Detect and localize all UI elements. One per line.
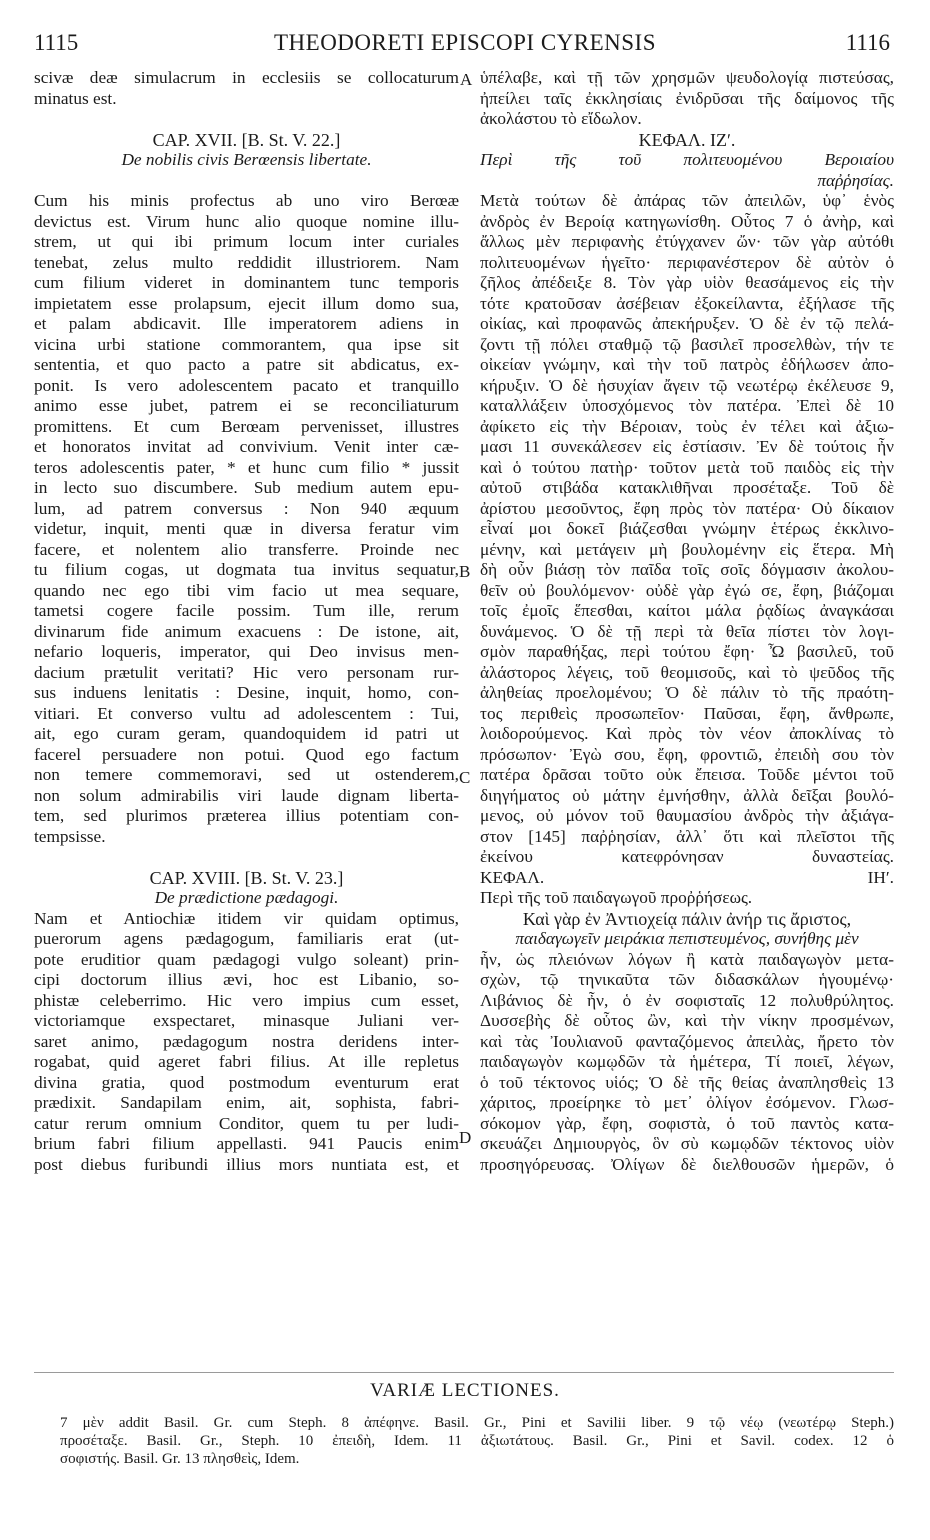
greek-text-line: λοιδορούμενος. Καὶ πρὸς τὸν νέον ἀποκλίνας τὸ — [480, 724, 894, 743]
greek-text-line: τοῖς ἐμοῖς ἕπεσθαι, καίτοι μάλα ῥᾳδίως ἀναγκάσαι — [480, 601, 894, 620]
section-marker-d: D — [459, 1128, 472, 1147]
latin-chapter-heading: CAP. XVIII. [B. St. V. 23.] — [149, 867, 344, 888]
latin-text-line: vitiari. Et converso vultu ad adolescentem : Tui, — [34, 703, 459, 723]
latin-text-line: minatus est. — [34, 88, 117, 108]
page-number-left: 1115 — [34, 30, 79, 55]
greek-text-line: σμὸν παραθήξας, περὶ τούτου ἔφη· Ὦ βασιλεῦ, τοῦ — [480, 642, 894, 661]
greek-text-line: πρόσωπον· Ἐγὼ σου, ἔφη, φροντιῶ, ἐπειδὴ σου τὸν — [480, 744, 894, 764]
greek-text-line: πολιτευομένων ἡγεῖτο· περιφανέστερον δὲ αὐτὸν ὁ — [480, 252, 894, 272]
greek-text-line: Περὶ τῆς τοῦ παιδαγωγοῦ προῤῥήσεως. — [480, 888, 753, 907]
latin-text-line: tu filium cogas, ut dogmata tua invitus sequatur, — [34, 560, 459, 579]
greek-text-line: προσηγόρευσας. Ὀλίγων δὲ διελθουσῶν ἡμερῶν, ὁ — [480, 1154, 894, 1174]
latin-text-line: ponit. Is vero adolescentem pacato et tranquillo — [34, 375, 459, 395]
greek-text-line: ἀλάστορος λέγεις, τοῦ θεομισοῦς, καὶ τὸ ψεῦδος τῆς — [480, 662, 894, 682]
section-marker-c: C — [459, 768, 471, 787]
latin-text-line: victoriamque exspectaret, minasque Juliani ver- — [34, 1011, 459, 1030]
greek-text-line: ΚΕΦΑΛ. ΙΗʹ. — [480, 867, 894, 887]
latin-column — [34, 68, 459, 1175]
greek-text-line: οἰκείαν γνώμην, καὶ τὴν τοῦ πατρὸς ἐδήλωσεν ἀπο- — [480, 355, 894, 374]
greek-text-line: θεῖν οὐ βουλόμενον· οὐδὲ γὰρ ἐγώ σε, ἔφη, βιάζομαι — [480, 580, 894, 600]
variant-note-line: 7 μὲν addit Basil. Gr. cum Steph. 8 ἀπέφηνε. Basil. Gr., Pini et Savilii liber. 9 τῷ νέῳ (νεωτέρῳ Steph.) — [60, 1415, 894, 1431]
greek-text-line: σόκομον γὰρ, ἔφη, σοφιστὰ, ὁ τοῦ παντὸς κατα- — [480, 1113, 894, 1133]
variant-note-line: προσέταξε. Basil. Gr., Steph. 10 ἐπειδὴ, Idem. 11 ἀξιωτάτους. Basil. Gr., Pini et Savil. codex. 12 ὁ — [60, 1433, 894, 1449]
greek-chapter-heading: ΚΕΦΑΛ. ΙΖʹ. — [638, 129, 736, 150]
latin-text-line: facere, et nolentem alio transferre. Proinde nec — [34, 539, 459, 559]
latin-text-line: pote eruditior quam pædagogi vulgo soleant) prin- — [34, 949, 459, 969]
latin-text-line: catur rerum omnium Conditor, quem tu per ludi- — [34, 1113, 459, 1133]
greek-text-line: στον [145] παῤῥησίαν, ἀλλ᾽ ὅτι καὶ πλεῖστοι τῆς — [480, 826, 894, 846]
greek-text-line: εἶναί μοι δοκεῖ βιάζεσθαι γνώμην ἑτέρως ἐκκλινο- — [480, 519, 894, 538]
latin-chapter-subtitle: De nobilis civis Berœensis libertate. — [121, 150, 372, 169]
notes-separator — [34, 1372, 894, 1373]
latin-text-line: animo esse jubet, patrem ei se reconciliaturum — [34, 396, 459, 415]
greek-text-line: ἀρίστου μεσοῦντος, ἔφη πρὸς τὸν πατέρα· Οὐ δίκαιον — [480, 498, 894, 518]
latin-text-line: tem, sed plurimos præterea illius potentiam con- — [34, 806, 459, 825]
latin-text-line: cum filium videret in dominantem tunc temporis — [34, 273, 459, 292]
latin-text-line: quando nec ego tibi vim facio ut mea sequare, — [34, 580, 459, 600]
latin-text-line: vicina urbi statione commorantem, qua ipse sit — [34, 334, 459, 354]
greek-chapter-heading: Καὶ γὰρ ἐν Ἀντιοχείᾳ πάλιν ἀνήρ τις ἄριστος, — [522, 908, 852, 929]
latin-text-line: Nam et Antiochiæ itidem vir quidam optimus, — [34, 908, 459, 928]
line-spacer — [34, 847, 459, 868]
greek-text-line: ἦν, ὡς πλειόνων λόγων ἢ κατὰ παιδαγωγὸν μετα- — [480, 949, 894, 969]
greek-text-line: παιδαγωγὸν κωμῳδῶν τὰ ἡμέτερα, Τί ποιεῖ, λέγων, — [480, 1052, 894, 1071]
latin-text-line: dacium prætulit veritati? Hic vero personam rur- — [34, 662, 459, 682]
latin-text-line: tenebat, zelus multo reddidit illustriorem. Nam — [34, 252, 459, 272]
latin-text-line: teros adolescentis pater, * et hunc cum filio * jussit — [34, 457, 459, 477]
greek-text-line: αὐτοῦ στιβάδα κατακλιθῆναι προσέταξε. Τοῦ δὲ — [480, 478, 894, 497]
greek-text-line: ἠπείλει ταῖς ἐκκλησίαις ἐνιδρῦσαι τῆς δαίμονος τῆς — [480, 88, 894, 108]
greek-text-line: ἄλλως μὲν περιφανὴς ἐτύγχανεν ὤν· τῶν γὰρ αὐτόθι — [480, 232, 894, 251]
latin-text-line: tametsi cogere facile possim. Tum ille, rerum — [34, 601, 459, 620]
latin-text-line: prædixit. Sandapilam enim, ait, sophista, fabri- — [34, 1093, 459, 1112]
latin-chapter-heading: CAP. XVII. [B. St. V. 22.] — [152, 129, 341, 150]
greek-text-line: καὶ τὰς Ἰουλιανοῦ φανταζόμενος ἀπειλὰς, ἤρετο τὸν — [480, 1031, 894, 1051]
latin-text-line: brium fabri filium appellasti. 941 Paucis enim — [34, 1134, 459, 1153]
greek-text-line: πατέρα δρᾶσαι τοῦτο οὐκ ἔπεισα. Τοῦδε μέντοι τοῦ — [480, 765, 894, 784]
greek-text-line: τος περιθεὶς προσωπεῖον· Παῦσαι, ἔφη, ἄνθρωπε, — [480, 703, 894, 723]
latin-text-line: non temere commemoravi, sed ut ostenderem, — [34, 765, 459, 784]
latin-text-line: saret animo, pædagogum nostra deridens inter- — [34, 1031, 459, 1051]
greek-text-line: ἀφίκετο εἰς τὴν Βέροιαν, τοὺς ἐν τέλει καὶ ἀξιω- — [480, 416, 894, 436]
line-spacer — [34, 109, 459, 130]
greek-chapter-subtitle: Περὶ τῆς τοῦ πολιτευομένου Βεροιαίου — [480, 150, 894, 169]
latin-text-line: et palam abdicavit. Ille imperatorem adiens in — [34, 314, 459, 333]
greek-column — [480, 68, 894, 1175]
latin-text-line: promittens. Et cum Berœam pervenisset, illustres — [34, 416, 459, 436]
latin-text-line: et honoratos invitat ad convivium. Venit inter cæ- — [34, 437, 459, 456]
variae-lectiones-title: VARIÆ LECTIONES. — [370, 1380, 560, 1401]
latin-text-line: sententia, et quo pacto a patre sit abdicatus, ex- — [34, 355, 459, 374]
latin-text-line: in lecto suo discumbere. Sub medium autem epu- — [34, 478, 459, 497]
greek-text-line: ἀληθείας προελομένου; Ὁ δὲ πάλιν τὸ τῆς πραότη- — [480, 683, 894, 702]
greek-text-line: σκευάζει Δημιουργὸς, ὃν σὺ κωμῳδῶν τέκτονος υἱὸν — [480, 1134, 894, 1153]
greek-text-line: μένην, καὶ μετάγειν μὴ βουλομένην εἰς ἕτερα. Μὴ — [480, 539, 894, 559]
greek-text-line: τότε κρατοῦσαν ἀσέβειαν ἐξοκείλαντα, ἐξήλασε τῆς — [480, 293, 894, 313]
greek-text-line: διηγήματος οὐ μάτην ἐμνήσθην, ἀλλὰ δεῖξαι βουλό- — [480, 785, 894, 805]
latin-text-line: tempsisse. — [34, 826, 106, 846]
section-marker-a: A — [460, 70, 473, 89]
greek-text-line: Δυσσεβὴς δὲ οὗτος ὢν, καὶ τὴν νίκην προσμένων, — [480, 1011, 894, 1030]
greek-text-line: σχὼν, τῷ τηνικαῦτα τῶν διδασκάλων ἡγουμένῳ· — [480, 970, 894, 989]
greek-text-line: ὑπέλαβε, καὶ τῇ τῶν χρησμῶν ψευδολογίᾳ πιστεύσας, — [480, 68, 894, 87]
latin-text-line: strem, ut qui ibi primum locum inter curiales — [34, 232, 459, 251]
greek-text-line: μασι 11 συνεκάλεσεν εἰς ἑστίασιν. Ἐν δὲ τούτοις ἦν — [480, 437, 894, 456]
greek-text-line: καὶ ὁ τούτου πατὴρ· τοῦτον μετὰ τοῦ παιδὸς εἰς τὴν — [480, 457, 894, 477]
latin-text-line: cipi doctorum illius ævi, hoc est Libanio, so- — [34, 970, 459, 989]
latin-text-line: post diebus furibundi illius mors nuntiata est, et — [34, 1154, 459, 1174]
latin-text-line: Cum his minis profectus ab uno viro Berœæ — [34, 191, 459, 210]
latin-text-line: divina gratia, quod postmodum eventurum erat — [34, 1072, 459, 1092]
latin-text-line: devictus est. Virum hunc alio quoque nomine illu- — [34, 211, 459, 231]
latin-text-line: phistæ celeberrimo. Hic vero impius cum esset, — [34, 990, 459, 1010]
greek-text-line: χάριτος, προείρηκε τὸ μετ᾽ ὀλίγον ἐσόμενον. Γλωσ- — [480, 1093, 894, 1112]
latin-text-line: sus induens lenitatis : Desine, inquit, homo, con- — [34, 683, 459, 702]
latin-text-line: puerorum agens pædagogum, familiaris erat (ut- — [34, 929, 459, 948]
greek-text-line: ἀκολάστου τὸ εἴδωλον. — [480, 109, 642, 128]
latin-chapter-subtitle: De prædictione pædagogi. — [154, 888, 339, 907]
variant-note-line: σοφιστής. Basil. Gr. 13 πλησθεὶς, Idem. — [60, 1451, 300, 1467]
latin-text-line: ait, ego curam geram, quandoquidem id patri ut — [34, 724, 459, 743]
latin-text-line: nefario loqueris, imperator, qui Deo invisus men- — [34, 642, 459, 661]
latin-text-line: impietatem esse prolapsum, ejecit illum domo sua, — [34, 293, 459, 313]
greek-text-line: μενος, οὐ μόνον τοῦ θαυμασίου ἀνδρὸς τὴν ἀξιάγα- — [480, 806, 894, 825]
greek-text-line: ζῆλος ἀπέδειξε 8. Τὸν γὰρ υἱὸν θεασάμενος εἰς τὴν — [480, 273, 894, 292]
running-title: THEODORETI EPISCOPI CYRENSIS — [273, 30, 657, 55]
latin-text-line: videtur, inquit, menti quæ in diversa feratur vim — [34, 519, 459, 538]
greek-chapter-subtitle: παιδαγωγεῖν μειράκια πεπιστευμένος, συνήθης μὲν — [515, 929, 859, 948]
greek-text-line: ἀνδρὸς ἐν Βεροίᾳ κατηγωνίσθη. Οὗτος 7 ὁ ἀνὴρ, καὶ — [480, 211, 894, 231]
variant-notes — [60, 1414, 894, 1468]
latin-text-line: non solum admirabilis viri laude dignam liberta- — [34, 785, 459, 805]
greek-text-line: κήρυξιν. Ὁ δὲ ἡσυχίαν ἄγειν τῷ νεωτέρῳ ἐκέλευσε 9, — [480, 375, 894, 395]
greek-text-line: Μετὰ τούτων δὲ ἀπάρας τῶν ἀπειλῶν, ὑφ᾽ ἑνὸς — [480, 191, 894, 210]
greek-text-line: ὁ τοῦ τέκτονος υἱός; Ὁ δὲ τῆς θείας ἀναπλησθεὶς 13 — [480, 1072, 894, 1092]
greek-text-line: ἐκείνου κατεφρόνησαν δυναστείας. — [480, 847, 894, 866]
latin-text-line: lum, ad patrem conversus : Non 940 æquum — [34, 498, 459, 518]
greek-text-line: δὴ οὖν βιάσῃ τὸν παῖδα τοῖς σοῖς δόγμασιν ἀκολου- — [480, 560, 894, 579]
greek-text-line: Λιβάνιος δὲ ἦν, ὁ ἐν σοφισταῖς 12 πολυθρύλητος. — [480, 990, 894, 1010]
greek-chapter-subtitle: παῤῥησίας. — [817, 170, 894, 190]
greek-text-line: καταλλάξειν ὑποσχόμενος τὸν πατέρα. Ἐπεὶ δὲ 10 — [480, 396, 894, 415]
greek-text-line: ζοντι τῇ πόλει σταθμῷ τῷ βασιλεῖ προσελθὼν, τήν τε — [480, 334, 894, 354]
latin-text-line: rogabat, quid ageret fabri filius. At ille repletus — [34, 1052, 459, 1071]
greek-text-line: δυνάμενος. Ὁ δὲ τῇ περὶ τὰ θεῖα πίστει τὸν λογι- — [480, 621, 894, 641]
greek-text-line: οἰκίας, καὶ προφανῶς ἀπεκήρυξεν. Ὁ δὲ ἐν τῷ πελά- — [480, 314, 894, 333]
section-marker-b: B — [459, 562, 471, 581]
line-spacer — [34, 171, 459, 192]
latin-text-line: facerel persuadere non potui. Quod ego factum — [34, 744, 459, 764]
page-number-right: 1116 — [845, 30, 890, 55]
latin-text-line: scivæ deæ simulacrum in ecclesiis se collocaturum — [34, 68, 459, 87]
latin-text-line: divinarum fide animum exacuens : De istone, ait, — [34, 621, 459, 641]
